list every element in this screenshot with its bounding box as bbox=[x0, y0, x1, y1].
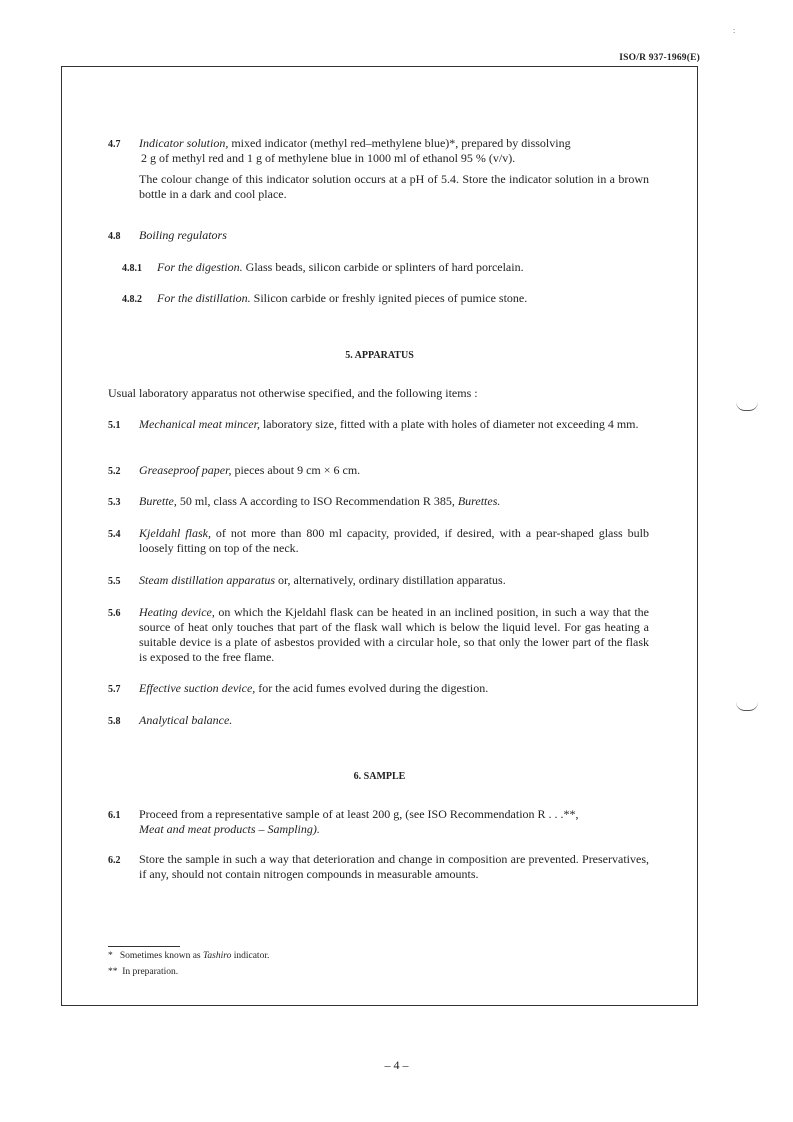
section-4-7-text: Indicator solution, mixed indicator (methyl red–methylene blue)*, prepared by dissolving 2 g of methyl red and 1 g of methylene blue in 1000 ml of ethanol 95 % (v/v). bbox=[139, 136, 571, 165]
section-number-4-7: 4.7 bbox=[108, 139, 121, 150]
section-number-5-7: 5.7 bbox=[108, 684, 121, 695]
section-5-4-text: Kjeldahl flask, of not more than 800 ml capacity, provided, if desired, with a pear-shaped glass bulb loosely fitting on top of the neck. bbox=[139, 526, 649, 555]
footnote-rule bbox=[108, 946, 180, 947]
section-number-5-5: 5.5 bbox=[108, 576, 121, 587]
section-5-3-text: Burette, 50 ml, class A according to ISO Recommendation R 385, Burettes. bbox=[139, 494, 501, 508]
section-4-8-title: Boiling regulators bbox=[139, 228, 227, 242]
section-number-5-3: 5.3 bbox=[108, 497, 121, 508]
section-number-5-6: 5.6 bbox=[108, 608, 121, 619]
section-6-1-text: Proceed from a representative sample of at least 200 g, (see ISO Recommendation R . . .**, Meat and meat products – Sampling). bbox=[139, 807, 579, 836]
margin-dot: : bbox=[733, 26, 736, 35]
section-number-4-8-1: 4.8.1 bbox=[122, 263, 142, 274]
heading-sample: 6. SAMPLE bbox=[353, 771, 406, 782]
section-5-7-text: Effective suction device, for the acid fumes evolved during the digestion. bbox=[139, 681, 489, 695]
section-5-6-text: Heating device, on which the Kjeldahl flask can be heated in an inclined position, in such a way that the source of heat only touches that part of the flask wall which is below the liquid level. For gas heating a suitable device is a plate of asbestos provided with a circular hole, so that only the lower part of the flask is exposed to the free flame. bbox=[139, 605, 649, 664]
section-number-5-4: 5.4 bbox=[108, 529, 121, 540]
section-number-5-1: 5.1 bbox=[108, 420, 121, 431]
margin-mark bbox=[736, 702, 758, 711]
section-5-1-text: Mechanical meat mincer, laboratory size, fitted with a plate with holes of diameter not exceeding 4 mm. bbox=[139, 417, 639, 431]
term: Indicator solution, bbox=[139, 136, 229, 150]
section-6-2-text: Store the sample in such a way that deterioration and change in composition are prevented. Preservatives, if any, should not contain nitrogen compounds in measurable amounts. bbox=[139, 852, 649, 881]
margin-mark bbox=[736, 402, 758, 411]
section-5-8-text: Analytical balance. bbox=[139, 713, 233, 727]
section-number-6-2: 6.2 bbox=[108, 855, 121, 866]
section-number-4-8: 4.8 bbox=[108, 231, 121, 242]
footnote-1: * Sometimes known as Tashiro indicator. bbox=[108, 951, 270, 961]
heading-apparatus: 5. APPARATUS bbox=[345, 350, 414, 361]
section-5-5-text: Steam distillation apparatus or, alternatively, ordinary distillation apparatus. bbox=[139, 573, 506, 587]
section-number-5-8: 5.8 bbox=[108, 716, 121, 727]
section-4-7-note: The colour change of this indicator solution occurs at a pH of 5.4. Store the indicator solution in a brown bottle in a dark and cool place. bbox=[139, 172, 649, 201]
section-4-8-2-text: For the distillation. Silicon carbide or freshly ignited pieces of pumice stone. bbox=[157, 291, 528, 305]
footnote-2: ** In preparation. bbox=[108, 967, 179, 977]
section-number-5-2: 5.2 bbox=[108, 466, 121, 477]
section-number-6-1: 6.1 bbox=[108, 810, 121, 821]
section-number-4-8-2: 4.8.2 bbox=[122, 294, 142, 305]
page-number: – 4 – bbox=[384, 1058, 409, 1072]
section-5-2-text: Greaseproof paper, pieces about 9 cm × 6 cm. bbox=[139, 463, 361, 477]
section-4-8-1-text: For the digestion. Glass beads, silicon carbide or splinters of hard porcelain. bbox=[157, 260, 524, 274]
apparatus-intro: Usual laboratory apparatus not otherwise specified, and the following items : bbox=[108, 386, 478, 400]
document-header: ISO/R 937-1969(E) bbox=[619, 53, 700, 63]
